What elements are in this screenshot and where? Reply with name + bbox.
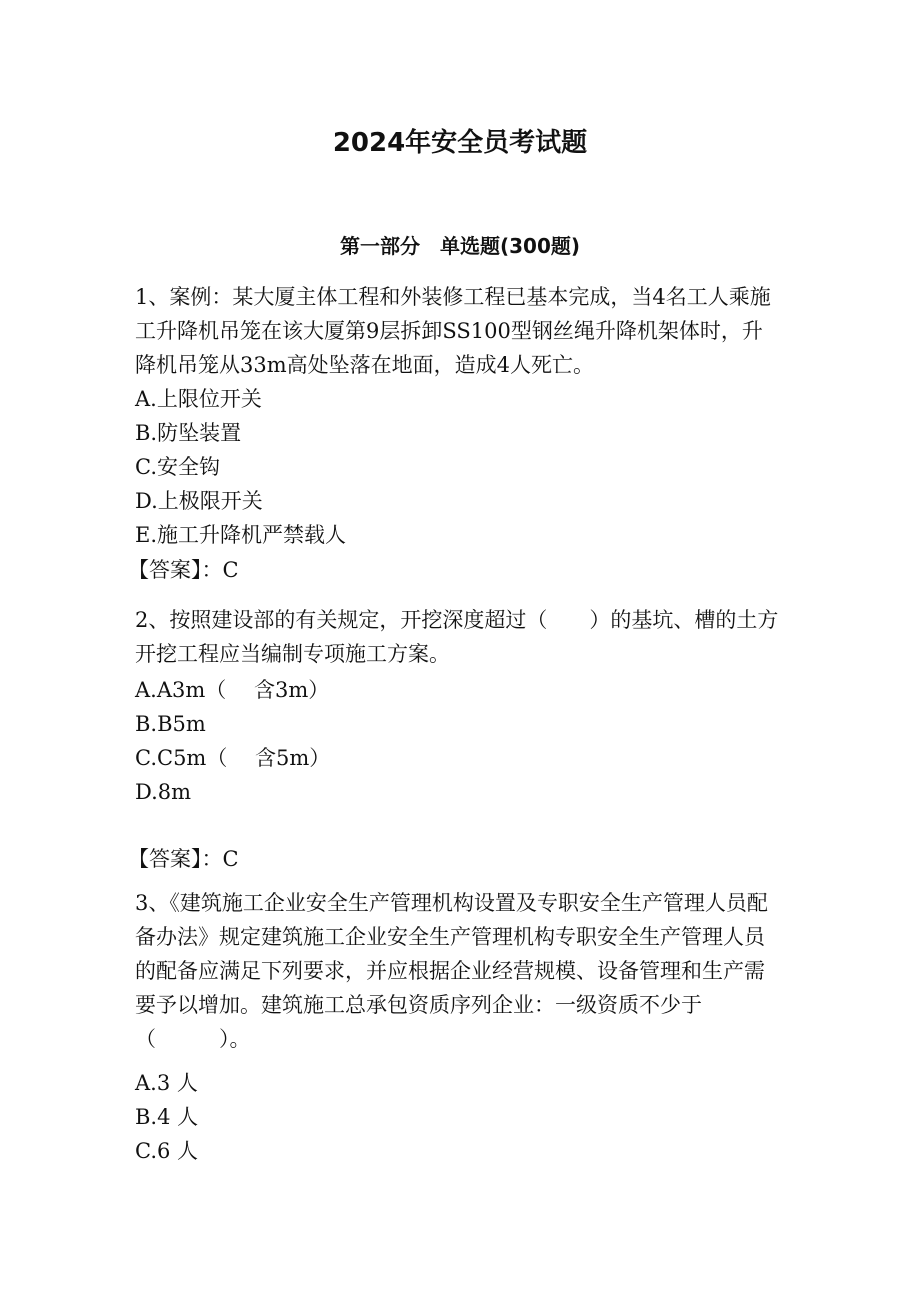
option: C.安全钩 — [135, 455, 220, 479]
option: D.上极限开关 — [135, 489, 263, 513]
question-3-line: 要予以增加。建筑施工总承包资质序列企业：一级资质不少于 — [135, 993, 702, 1017]
question-3-line: 备办法》规定建筑施工企业安全生产管理机构专职安全生产管理人员 — [135, 925, 765, 949]
question-2-line: 2、按照建设部的有关规定，开挖深度超过（ ）的基坑、槽的土方 — [135, 608, 779, 632]
option: E.施工升降机严禁载人 — [135, 523, 347, 547]
section-heading: 第一部分 单选题(300题) — [339, 234, 581, 258]
question-3-line: 3、《建筑施工企业安全生产管理机构设置及专职安全生产管理人员配 — [135, 891, 768, 915]
option: B.4 人 — [135, 1105, 199, 1129]
option: B.防坠装置 — [135, 421, 242, 445]
question-3-line: （ ）。 — [135, 1027, 251, 1051]
option: A.3 人 — [135, 1071, 198, 1095]
question-2-line: 开挖工程应当编制专项施工方案。 — [135, 642, 450, 666]
question-1-line: 1、案例：某大厦主体工程和外装修工程已基本完成，当4名工人乘施 — [135, 285, 771, 309]
question-1-line: 工升降机吊笼在该大厦第9层拆卸SS100型钢丝绳升降机架体时，升 — [135, 319, 763, 343]
option: C.C5m（ 含5m） — [135, 746, 331, 770]
option: A.上限位开关 — [135, 387, 262, 411]
option: C.6 人 — [135, 1139, 199, 1163]
option: B.B5m — [135, 712, 206, 736]
document-title: 2024年安全员考试题 — [332, 128, 588, 158]
question-3-line: 的配备应满足下列要求，并应根据企业经营规模、设备管理和生产需 — [135, 959, 765, 983]
option: A.A3m（ 含3m） — [135, 678, 330, 702]
question-1-line: 降机吊笼从33m高处坠落在地面，造成4人死亡。 — [135, 353, 594, 377]
option: D.8m — [135, 780, 192, 804]
answer: 【答案】：C — [128, 558, 239, 582]
answer: 【答案】：C — [128, 847, 239, 871]
